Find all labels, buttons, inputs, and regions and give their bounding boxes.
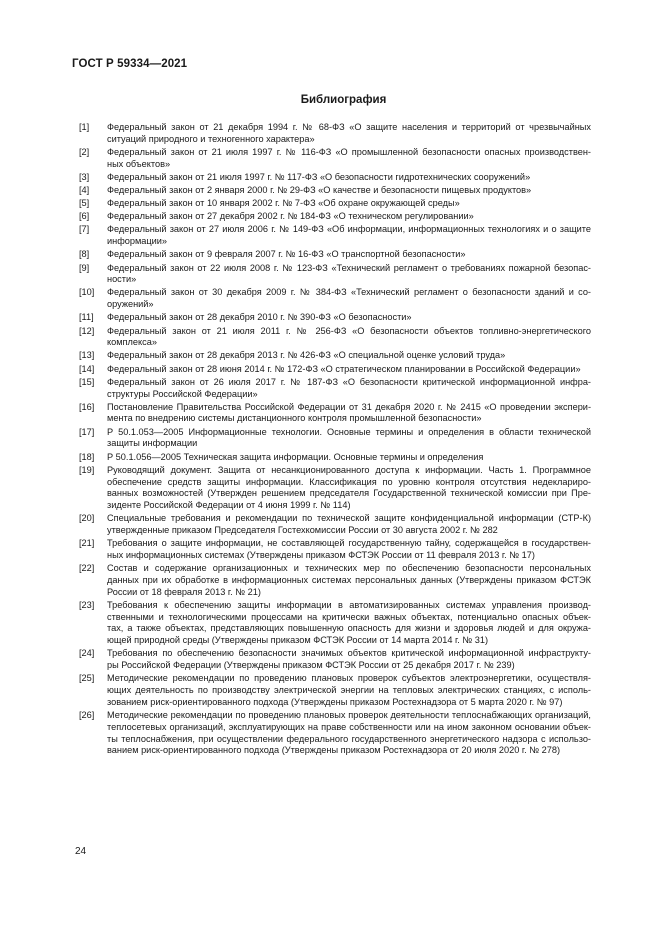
bibliography-item-text [107, 211, 591, 223]
bibliography-item-line: Методические рекомендации по проведению плановых проверок субъектов электроэнергетики, осуществля- [107, 673, 591, 684]
bibliography-item-line: Федеральный закон от 30 декабря 2009 г. № 384-ФЗ «Технический регламент о безопасности зданий и со- [107, 287, 591, 298]
bibliography-item [79, 377, 591, 401]
bibliography-item [79, 452, 591, 464]
bibliography-item [79, 350, 591, 362]
bibliography-item-line: ванием риск-ориентированного подхода (Утверждены приказом Ростехнадзора от 20 июля 2020 г. № 278) [107, 745, 561, 756]
bibliography-item-text [107, 452, 591, 464]
bibliography-item-line: Федеральный закон от 9 февраля 2007 г. № 16-ФЗ «О транспортной безопасности» [107, 249, 466, 260]
bibliography-item-number: [23] [79, 599, 95, 610]
bibliography-item-number: [25] [79, 673, 95, 684]
bibliography-item-line: тах, а также объектах, представляющих повышенную опасность для жизни и здоровья людей и для окружа- [107, 623, 591, 634]
bibliography-item-line: Методические рекомендации по проведению плановых проверок деятельности теплоснабжающих организаций, [107, 710, 591, 721]
bibliography-item [79, 312, 591, 324]
bibliography-item [79, 198, 591, 210]
bibliography-item [79, 710, 591, 757]
bibliography-item-line: структуры Российской Федерации» [107, 388, 258, 399]
bibliography-item-text [107, 364, 591, 376]
bibliography-item-line: Р 50.1.056—2005 Техническая защита информации. Основные термины и определения [107, 451, 484, 462]
bibliography-item-text [107, 122, 591, 146]
bibliography-item-line: Федеральный закон от 27 декабря 2002 г. № 184-ФЗ «О техническом регулировании» [107, 211, 474, 222]
bibliography-item [79, 600, 591, 647]
bibliography-item-number: [4] [79, 185, 90, 196]
bibliography-item-number: [12] [79, 325, 95, 336]
bibliography-item-text [107, 224, 591, 248]
bibliography-item-text [107, 600, 591, 647]
bibliography-item [79, 224, 591, 248]
bibliography-item-number: [7] [79, 224, 90, 235]
bibliography-item-number: [9] [79, 262, 90, 273]
bibliography-item-line: Федеральный закон от 21 июля 2011 г. № 256-ФЗ «О безопасности объектов топливно-энергетического [107, 325, 591, 336]
bibliography-item-number: [22] [79, 563, 95, 574]
bibliography-item-text [107, 198, 591, 210]
bibliography-item-text [107, 312, 591, 324]
bibliography-item-line: ющей природной среды (Утверждены приказом ФСТЭК России от 14 марта 2014 г. № 31) [107, 635, 489, 646]
bibliography-item-number: [8] [79, 249, 90, 260]
bibliography-item-line: защиты информации [107, 438, 198, 449]
bibliography-item [79, 563, 591, 598]
bibliography-item [79, 172, 591, 184]
bibliography-item [79, 326, 591, 350]
bibliography-item-number: [2] [79, 146, 90, 157]
bibliography-item-number: [10] [79, 287, 95, 298]
bibliography-item-line: обеспечение средств защиты информации. Классификация по уровню контроля отсутствия недеклариро- [107, 476, 591, 487]
bibliography-item [79, 538, 591, 562]
bibliography-list [79, 122, 591, 759]
bibliography-item-number: [13] [79, 350, 95, 361]
bibliography-item-line: зиденте Российской Федерации от 4 июня 1999 г. № 114) [107, 500, 351, 511]
bibliography-item-line: утвержденные приказом Председателя Гостехкомиссии России от 30 августа 2002 г. № 282 [107, 525, 498, 536]
bibliography-item [79, 513, 591, 537]
bibliography-item-text [107, 563, 591, 598]
bibliography-item [79, 122, 591, 146]
bibliography-item-line: Федеральный закон от 21 июля 1997 г. № 116-ФЗ «О промышленной безопасности опасных производствен- [107, 146, 591, 157]
bibliography-item [79, 147, 591, 171]
bibliography-item-text [107, 465, 591, 512]
bibliography-item-text [107, 249, 591, 261]
bibliography-item-number: [11] [79, 312, 94, 323]
bibliography-item-number: [20] [79, 513, 95, 524]
bibliography-item-text [107, 673, 591, 708]
bibliography-item [79, 364, 591, 376]
bibliography-item-line: ситуаций природного и техногенного характера» [107, 133, 315, 144]
bibliography-item-text [107, 172, 591, 184]
bibliography-item-text [107, 402, 591, 426]
bibliography-item [79, 673, 591, 708]
bibliography-item-text [107, 147, 591, 171]
bibliography-item-line: оружений» [107, 299, 154, 310]
bibliography-item-number: [1] [79, 122, 90, 132]
bibliography-item-line: Федеральный закон от 28 июня 2014 г. № 172-ФЗ «О стратегическом планировании в Российской Федерации» [107, 363, 581, 374]
document-code: ГОСТ Р 59334—2021 [72, 58, 188, 70]
bibliography-item-number: [24] [79, 648, 95, 659]
bibliography-item-line: мента по внедрению системы дистанционного контроля промышленной безопасности» [107, 413, 482, 424]
bibliography-item-line: Федеральный закон от 22 июля 2008 г. № 123-ФЗ «Технический регламент о требованиях пожарной безопас- [107, 262, 591, 273]
bibliography-item-number: [26] [79, 710, 95, 721]
bibliography-item [79, 185, 591, 197]
bibliography-item-line: теплосетевых организаций, эксплуатирующих на праве собственности или на ином законном основании объек- [107, 721, 591, 732]
bibliography-item-number: [19] [79, 464, 95, 475]
bibliography-item-line: Требования о защите информации, не составляющей государственную тайну, содержащейся в государствен- [107, 538, 591, 549]
bibliography-item-line: Состав и содержание организационных и технических мер по обеспечению безопасности персональных [107, 563, 591, 574]
bibliography-item-number: [6] [79, 211, 90, 222]
bibliography-item-line: Постановление Правительства Российской Федерации от 31 декабря 2020 г. № 2415 «О проведении экспери- [107, 401, 591, 412]
bibliography-item-number: [16] [79, 401, 95, 412]
bibliography-title: Библиография [300, 94, 387, 106]
bibliography-item-line: ных информационных системах (Утверждены приказом ФСТЭК России от 11 февраля 2013 г. № 17) [107, 549, 535, 560]
bibliography-item-text [107, 350, 591, 362]
bibliography-item-line: ных объектов» [107, 158, 171, 169]
bibliography-item-line: комплекса» [107, 337, 157, 348]
bibliography-item-line: ры Российской Федерации (Утверждены приказом ФСТЭК России от 25 декабря 2017 г. № 239) [107, 660, 515, 671]
bibliography-item-line: ности» [107, 274, 137, 285]
bibliography-item-line: Федеральный закон от 10 января 2002 г. № 7-ФЗ «Об охране окружающей среды» [107, 198, 460, 209]
bibliography-item-line: ты теплоснабжения, при осуществлении федерального государственного энергетического надзора с использо- [107, 733, 591, 744]
bibliography-item-number: [21] [79, 538, 95, 549]
bibliography-item [79, 287, 591, 311]
bibliography-item [79, 648, 591, 672]
bibliography-item-line: Федеральный закон от 28 декабря 2010 г. № 390-ФЗ «О безопасности» [107, 312, 412, 323]
bibliography-item-number: [14] [79, 363, 95, 374]
bibliography-item-text [107, 710, 591, 757]
bibliography-item-number: [17] [79, 426, 95, 437]
bibliography-item [79, 427, 591, 451]
bibliography-item-number: [3] [79, 171, 90, 182]
bibliography-item-line: информации» [107, 236, 168, 247]
bibliography-item-text [107, 263, 591, 287]
bibliography-item-line: России от 18 февраля 2013 г. № 21) [107, 586, 261, 597]
bibliography-item [79, 465, 591, 512]
bibliography-item-number: [5] [79, 198, 90, 209]
bibliography-item-text [107, 427, 591, 451]
bibliography-item-text [107, 513, 591, 537]
bibliography-item-line: Р 50.1.053—2005 Информационные технологии. Основные термины и определения в области технической [107, 426, 591, 437]
bibliography-item-line: ственными и технологическими процессами на критически важных объектах, потенциально опасных объек- [107, 611, 591, 622]
bibliography-item-text [107, 538, 591, 562]
bibliography-item [79, 263, 591, 287]
page-number: 24 [75, 846, 87, 857]
bibliography-item-text [107, 377, 591, 401]
bibliography-item-line: Специальные требования и рекомендации по технической защите конфиденциальной информации (СТР-К) [107, 513, 591, 524]
bibliography-item-text [107, 326, 591, 350]
bibliography-item-line: Федеральный закон от 21 июля 1997 г. № 117-ФЗ «О безопасности гидротехнических сооружений» [107, 171, 531, 182]
bibliography-item-text [107, 287, 591, 311]
bibliography-item-line: Федеральный закон от 2 января 2000 г. № 29-ФЗ «О качестве и безопасности пищевых продуктов» [107, 185, 532, 196]
bibliography-item-line: Требования по обеспечению безопасности значимых объектов критической информационной инфраструкту- [107, 648, 591, 659]
bibliography-item-line: зованием риск-ориентированного подхода (Утверждены приказом Ростехнадзора от 5 марта 2020 г. № 97) [107, 696, 563, 707]
bibliography-item-line: Требования к обеспечению защиты информации в автоматизированных системах управления производ- [107, 599, 591, 610]
bibliography-item-line: данных при их обработке в информационных системах персональных данных (Утверждены приказом ФСТЭК [107, 574, 591, 585]
bibliography-item-line: Федеральный закон от 28 декабря 2013 г. № 426-ФЗ «О специальной оценке условий труда» [107, 350, 506, 361]
bibliography-item-number: [15] [79, 376, 95, 387]
bibliography-item-line: Руководящий документ. Защита от несанкционированного доступа к информации. Часть 1. Программное [107, 464, 591, 475]
bibliography-item [79, 211, 591, 223]
bibliography-item-line: ющих деятельность по производству электрической энергии на тепловых электрических станциях, с исполь- [107, 685, 591, 696]
bibliography-item-text [107, 648, 591, 672]
bibliography-item-line: Федеральный закон от 27 июля 2006 г. № 149-ФЗ «Об информации, информационных технологиях и о защите [107, 224, 591, 235]
bibliography-item-number: [18] [79, 451, 95, 462]
bibliography-item-text [107, 185, 591, 197]
bibliography-item [79, 249, 591, 261]
bibliography-item [79, 402, 591, 426]
bibliography-item-line: Федеральный закон от 26 июля 2017 г. № 187-ФЗ «О безопасности критической информационной инфра- [107, 376, 591, 387]
bibliography-item-line: ванных возможностей (Утвержден решением председателя Государственной технической комиссии при Пре- [107, 488, 591, 499]
bibliography-item-line: Федеральный закон от 21 декабря 1994 г. № 68-ФЗ «О защите населения и территорий от чрезвычайных [107, 122, 591, 132]
